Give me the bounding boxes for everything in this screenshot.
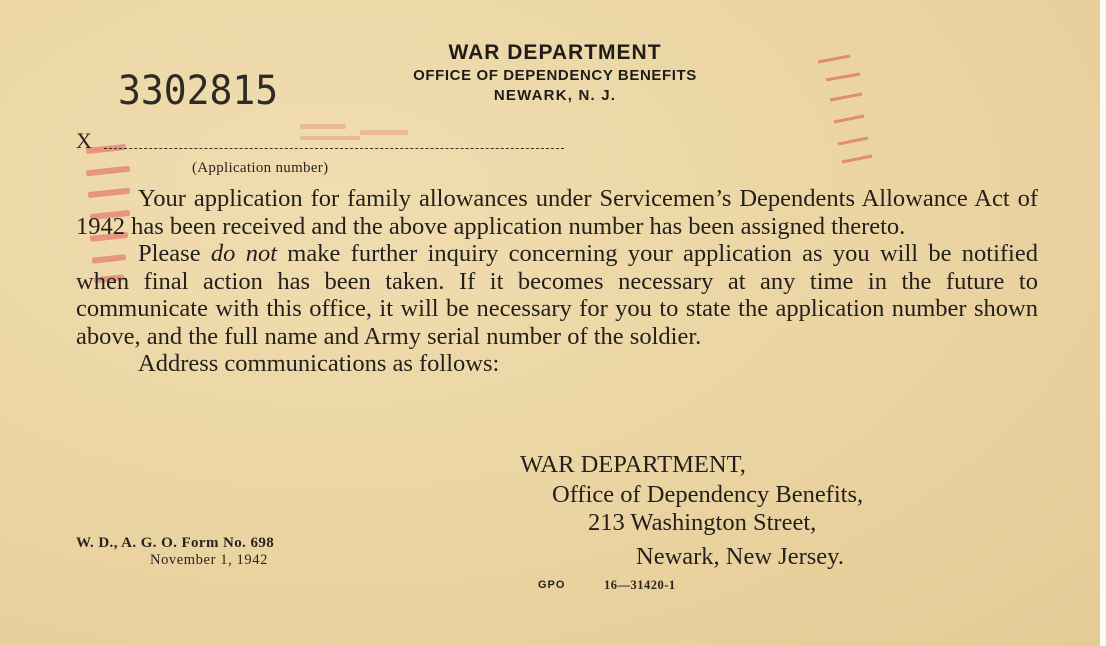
office-location: NEWARK, N. J. (493, 87, 617, 104)
application-marker: X (76, 128, 92, 153)
address-line-1: WAR DEPARTMENT, (520, 451, 746, 478)
paragraph-inquiry (76, 240, 1038, 350)
department-title: WAR DEPARTMENT (448, 41, 662, 64)
form-date: November 1, 1942 (150, 552, 268, 568)
application-blank-line (104, 148, 564, 149)
address-intro-text: Address communications as follows: (138, 350, 500, 377)
notice-body (76, 185, 1038, 378)
address-line-3: 213 Washington Street, (588, 509, 817, 536)
office-name: OFFICE OF DEPENDENCY BENEFITS (413, 67, 697, 84)
top-center-cancel-bars (300, 124, 408, 140)
form-number: W. D., A. G. O. Form No. 698 (76, 535, 275, 551)
stamped-application-number: 3302815 (118, 68, 279, 114)
paragraph-received-text: Your application for family allowances under Servicemen’s Dependents Allowance Act of 1942 has been received and the above application number has been assigned thereto. (76, 185, 1038, 240)
paragraph-received (76, 185, 1038, 240)
right-cancel-marks (818, 56, 872, 162)
address-line-2: Office of Dependency Benefits, (552, 481, 864, 508)
paragraph-address-intro (76, 350, 1038, 378)
inquiry-text-rest: make further inquiry concerning your application as you will be notified when final action has been taken. If it becomes necessary at any time in the future to communicate with this office, it will be necessary for you to state the application number shown above, and the full name and Army serial number of the soldier. (76, 240, 1038, 350)
address-line-4: Newark, New Jersey. (636, 543, 844, 570)
application-number-label: (Application number) (192, 160, 329, 176)
do-not-emphasis: do not (210, 240, 277, 267)
inquiry-text-start: Please (138, 240, 211, 267)
application-number-line (76, 128, 92, 154)
printer-code: 16—31420-1 (604, 578, 676, 592)
scan-edge (1100, 0, 1106, 646)
letterhead (300, 40, 810, 106)
gpo-mark: GPO (538, 579, 566, 591)
